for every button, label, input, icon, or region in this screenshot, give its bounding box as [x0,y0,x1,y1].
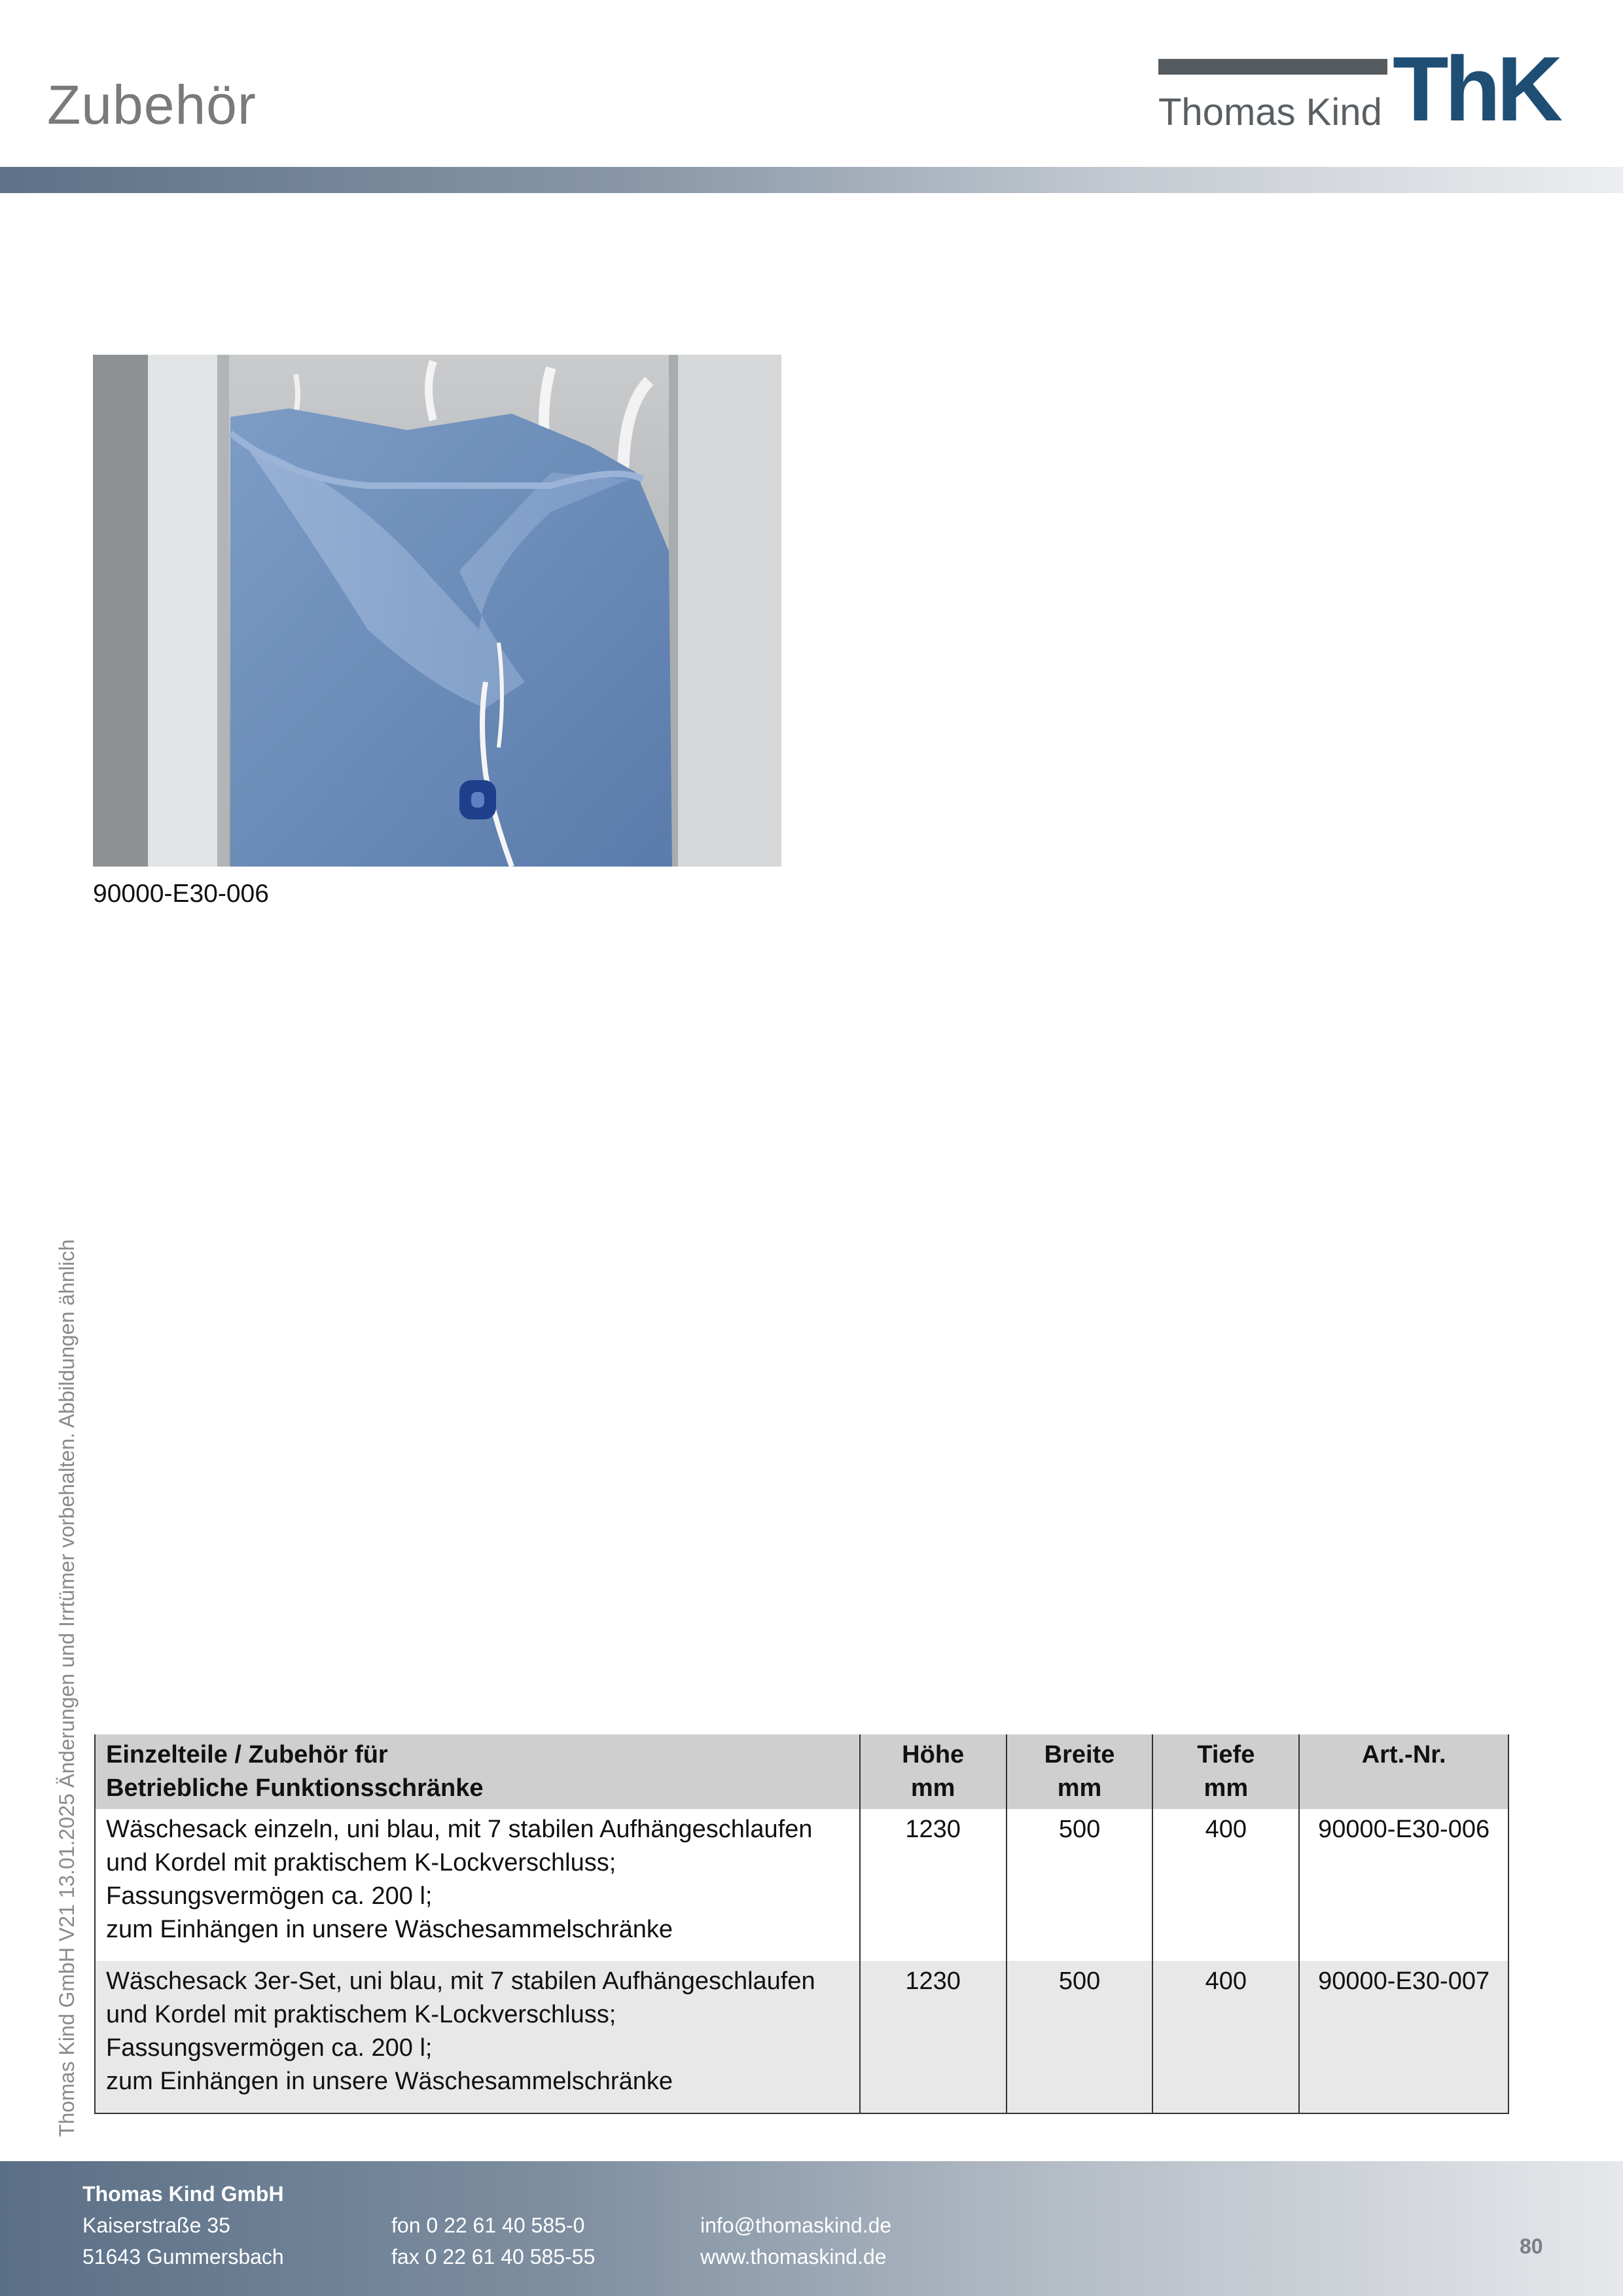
row-tiefe: 400 [1152,1809,1299,1961]
footer-email-link[interactable]: info@thomaskind.de [700,2214,892,2237]
spec-table [94,1734,1509,2114]
table-row [95,1809,1508,1961]
row-breite: 500 [1007,1961,1153,2113]
photo-caption: 90000-E30-006 [93,880,269,908]
header-description: Einzelteile / Zubehör für Betriebliche Funktionsschränke [95,1734,860,1809]
header-breite: Breite mm [1007,1734,1153,1809]
company-logo [1158,37,1596,140]
footer-phone: fon 0 22 61 40 585-0 [391,2214,585,2237]
header-hoehe: Höhe mm [860,1734,1007,1809]
row-hoehe: 1230 [860,1809,1007,1961]
footer-company: Thomas Kind GmbH [82,2182,284,2206]
row-hoehe: 1230 [860,1961,1007,2113]
table-header-row [95,1734,1508,1809]
page-number: 80 [1520,2234,1543,2258]
row-art-nr: 90000-E30-007 [1299,1961,1508,2113]
table-row [95,1961,1508,2113]
logo-mark: ThK [1393,37,1560,140]
row-art-nr: 90000-E30-006 [1299,1809,1508,1961]
product-photo [93,355,781,867]
footer [0,2161,1623,2296]
footer-street: Kaiserstraße 35 [82,2214,230,2237]
header-band [0,167,1623,193]
footer-fax: fax 0 22 61 40 585-55 [391,2245,596,2269]
row-description: Wäschesack einzeln, uni blau, mit 7 stabilen Aufhängeschlaufen und Kordel mit praktischem K-Lockverschluss; Fassungsvermögen ca. 200 l; zum Einhängen in unsere Wäschesammelschränke [95,1809,860,1961]
logo-name: Thomas Kind [1158,91,1382,134]
header-art-nr: Art.-Nr. [1299,1734,1508,1809]
footer-city: 51643 Gummersbach [82,2245,284,2269]
side-note: Thomas Kind GmbH V21 13.01.2025 Änderungen und Irrtümer vorbehalten. Abbildungen ähnlich [55,1239,79,2137]
logo-bar [1158,59,1387,75]
row-breite: 500 [1007,1809,1153,1961]
footer-website-link[interactable]: www.thomaskind.de [700,2245,887,2269]
header-tiefe: Tiefe mm [1152,1734,1299,1809]
page-title: Zubehör [47,74,257,135]
row-tiefe: 400 [1152,1961,1299,2113]
row-description: Wäschesack 3er-Set, uni blau, mit 7 stabilen Aufhängeschlaufen und Kordel mit praktischem K-Lockverschluss; Fassungsvermögen ca. 200 l; zum Einhängen in unsere Wäschesammelschränke [95,1961,860,2113]
